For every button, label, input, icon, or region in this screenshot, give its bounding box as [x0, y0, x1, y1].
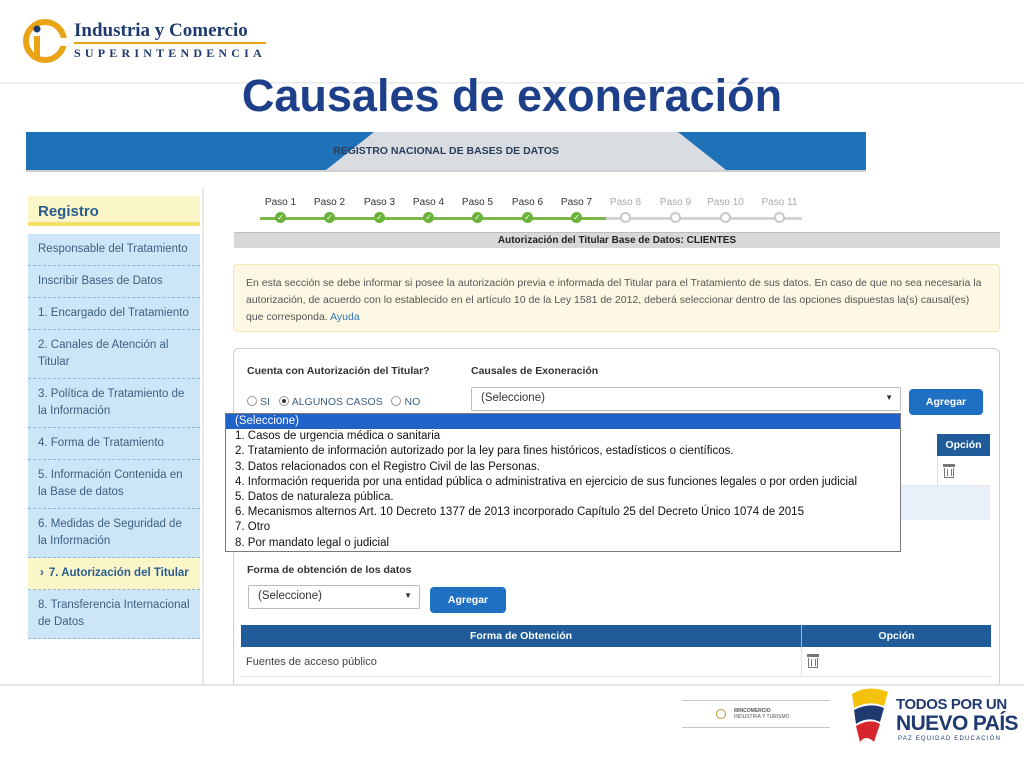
radio-no-circle[interactable]: [391, 396, 401, 406]
caret-down-icon: ▼: [404, 591, 412, 600]
info-text: En esta sección se debe informar si posee la autorización previa e informada del Titular para el Tratamiento de sus datos. En caso de que no sea necesaria la autorización, de acuerdo con lo establecido en el artículo 10 de la Ley 1581 de 2012, deberá seleccionar dentro de las opciones dispuestas la(s) causal(es) que corresponda.: [246, 277, 982, 323]
sidebar-item-autorizacion[interactable]: [28, 558, 200, 590]
step-label: Paso 4: [412, 197, 445, 208]
radio-si-label: SI: [260, 396, 270, 408]
step-label: Paso 5: [461, 197, 494, 208]
radio-no[interactable]: [391, 396, 420, 408]
trash-icon[interactable]: [807, 654, 819, 668]
org-name: Industria y Comercio: [74, 20, 248, 41]
step-11: [755, 197, 804, 223]
step-label: Paso 11: [761, 197, 798, 208]
auth-radio-group: [247, 396, 420, 408]
forma-select[interactable]: [248, 585, 420, 609]
coat-of-arms-icon: [716, 709, 726, 719]
sidebar-item-forma[interactable]: 4. Forma de Tratamiento: [28, 428, 200, 460]
todos-por-un-nuevo-pais-logo: [848, 686, 1018, 748]
step-label: Paso 8: [609, 197, 642, 208]
check-icon: ✓: [275, 212, 286, 223]
check-icon: ✓: [472, 212, 483, 223]
sic-logo-icon: [22, 18, 68, 64]
banner-title: REGISTRO NACIONAL DE BASES DE DATOS: [333, 145, 559, 157]
logo-divider: [74, 42, 266, 44]
caret-down-icon: ▼: [885, 393, 893, 402]
causales-select-value: (Seleccione): [481, 392, 545, 404]
sidebar-item-informacion[interactable]: 5. Información Contenida en la Base de datos: [28, 460, 200, 509]
slide-title: Causales de exoneración: [241, 70, 783, 121]
table2-col-divider: [801, 647, 802, 677]
causales-dropdown-list[interactable]: [225, 413, 901, 552]
tppn-line1: TODOS POR UN: [896, 696, 1007, 713]
step-label: Paso 6: [511, 197, 544, 208]
step-pending-icon: [620, 212, 631, 223]
sidebar-item-label: 7. Autorización del Titular: [48, 567, 189, 579]
radio-algunos[interactable]: [279, 396, 383, 408]
dropdown-option[interactable]: 7. Otro: [235, 521, 271, 534]
step-pending-icon: [774, 212, 785, 223]
dropdown-option[interactable]: (Seleccione): [226, 414, 900, 429]
colombia-flag-icon: [848, 686, 894, 748]
sidebar-item-medidas[interactable]: 6. Medidas de Seguridad de la Información: [28, 509, 200, 558]
table2-header: [241, 625, 991, 647]
step-pending-icon: [720, 212, 731, 223]
table1-col-divider: [937, 456, 938, 486]
org-subtitle: SUPERINTENDENCIA: [74, 46, 266, 60]
table2-cell-forma: Fuentes de acceso público: [246, 656, 377, 668]
step-10: [701, 197, 750, 223]
forma-label: Forma de obtención de los datos: [247, 564, 412, 576]
step-label: Paso 10: [707, 197, 744, 208]
sidebar-item-canales[interactable]: 2. Canales de Atención al Titular: [28, 330, 200, 379]
help-link[interactable]: Ayuda: [330, 311, 360, 323]
mincomercio-logo: [682, 700, 830, 728]
step-5[interactable]: [453, 197, 502, 223]
step-label: Paso 1: [264, 197, 297, 208]
agregar-forma-button[interactable]: Agregar: [430, 587, 506, 613]
table2-header-forma: Forma de Obtención: [469, 630, 573, 642]
auth-question-label: Cuenta con Autorización del Titular?: [247, 365, 430, 377]
step-7[interactable]: [552, 197, 601, 223]
check-icon: ✓: [374, 212, 385, 223]
tppn-line3: PAZ EQUIDAD EDUCACIÓN: [898, 736, 1002, 742]
dropdown-option[interactable]: 5. Datos de naturaleza pública.: [235, 491, 394, 504]
tppn-line2: NUEVO PAÍS: [896, 712, 1018, 735]
dropdown-option[interactable]: 3. Datos relacionados con el Registro Civil de las Personas.: [235, 460, 540, 473]
radio-algunos-label: ALGUNOS CASOS: [291, 396, 383, 408]
table1-option-header: Opción: [945, 439, 982, 451]
step-label: Paso 7: [560, 197, 593, 208]
sic-logo: [22, 18, 266, 70]
check-icon: ✓: [571, 212, 582, 223]
banner-edge: [26, 170, 866, 172]
step-9: [651, 197, 700, 223]
forma-select-value: (Seleccione): [258, 590, 322, 602]
info-box: [233, 264, 1000, 332]
step-2[interactable]: [305, 197, 354, 223]
chevron-right-icon: ›: [40, 567, 44, 579]
step-label: Paso 2: [313, 197, 346, 208]
rnbd-screenshot: [26, 132, 1024, 684]
sidebar-divider: [202, 188, 204, 684]
radio-si[interactable]: [247, 396, 270, 408]
causales-label: Causales de Exoneración: [471, 365, 599, 377]
check-icon: ✓: [522, 212, 533, 223]
radio-algunos-circle[interactable]: [279, 396, 289, 406]
section-title-bar: Autorización del Titular Base de Datos: CLIENTES: [234, 232, 1000, 248]
table2-header-opcion: Opción: [878, 630, 915, 642]
check-icon: ✓: [423, 212, 434, 223]
step-8: [601, 197, 650, 223]
causales-select[interactable]: [471, 387, 901, 411]
dropdown-option[interactable]: 8. Por mandato legal o judicial: [235, 536, 390, 549]
sidebar-item-inscribir[interactable]: Inscribir Bases de Datos: [28, 266, 200, 298]
agregar-causal-button[interactable]: Agregar: [909, 389, 983, 415]
dropdown-option[interactable]: 4. Información requerida por una entidad pública o administrativa en ejercicio de sus funciones legales o por orden judicial: [235, 475, 858, 488]
trash-icon[interactable]: [943, 464, 955, 478]
step-1[interactable]: [256, 197, 305, 223]
dropdown-option[interactable]: 1. Casos de urgencia médica o sanitaria: [235, 430, 441, 443]
mincomercio-line1: MINCOMERCIO: [734, 708, 771, 714]
steps-bar: [256, 197, 816, 227]
check-icon: ✓: [324, 212, 335, 223]
radio-si-circle[interactable]: [247, 396, 257, 406]
mincomercio-line2: INDUSTRIA Y TURISMO: [734, 714, 790, 720]
step-pending-icon: [670, 212, 681, 223]
dropdown-option[interactable]: 2. Tratamiento de información autorizado por la ley para fines históricos, estadísticos o científicos.: [235, 445, 734, 458]
sidebar-item-encargado[interactable]: 1. Encargado del Tratamiento: [28, 298, 200, 330]
step-label: Paso 9: [659, 197, 692, 208]
sidebar-item-transferencia[interactable]: 8. Transferencia Internacional de Datos: [28, 590, 200, 639]
step-6[interactable]: [503, 197, 552, 223]
sidebar: [28, 196, 200, 684]
table1-header: [937, 434, 990, 456]
radio-no-label: NO: [404, 396, 421, 408]
step-4[interactable]: [404, 197, 453, 223]
step-label: Paso 3: [363, 197, 396, 208]
sidebar-item-responsable[interactable]: Responsable del Tratamiento: [28, 234, 200, 266]
sidebar-item-politica[interactable]: 3. Política de Tratamiento de la Información: [28, 379, 200, 428]
sidebar-title: Registro: [28, 196, 200, 226]
table-row: [241, 647, 991, 677]
step-3[interactable]: [355, 197, 404, 223]
dropdown-option[interactable]: 6. Mecanismos alternos Art. 10 Decreto 1377 de 2013 incorporado Capítulo 25 del Decreto Único 1074 de 2015: [235, 506, 804, 519]
